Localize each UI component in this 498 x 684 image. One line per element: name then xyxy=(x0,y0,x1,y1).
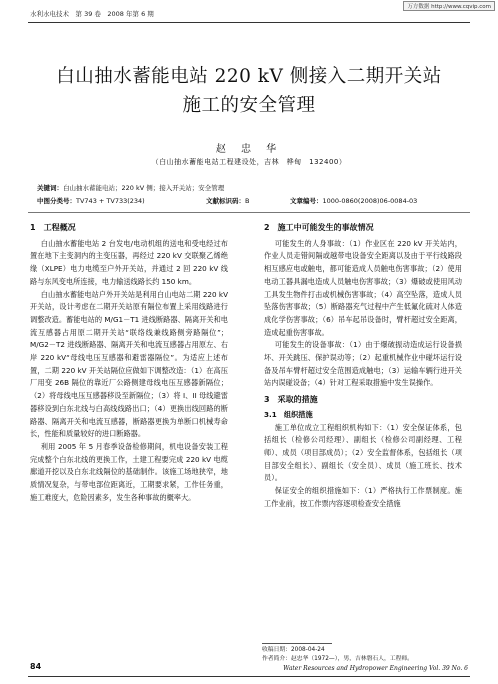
left-column xyxy=(30,222,228,504)
source-stamp: 万方数据 http://www.cqvip.com xyxy=(403,1,495,11)
keywords-text: 白山抽水蓄能电站；220 kV 侧；接入开关站；安全管理 xyxy=(63,184,225,192)
title-line-2: 施工的安全管理 xyxy=(182,95,316,116)
paragraph: 施工单位成立工程组织机构如下：（1）安全保证体系，包括组长（检修公司经理）、副组长（检修公司副经理、工程师）、成员（项目部成员）；（2）安全监督体系，包括组长（项目部安全组长）、副组长（安全员）、成员（施工班长、技术员）。 xyxy=(264,422,462,483)
paragraph: 白山抽水蓄能电站 2 台发电/电动机组的送电和受电经过布置在地下主变洞内的主变压器，再经过 220 kV 交联聚乙烯绝缘（XLPE）电力电缆至户外开关站，并通过 2 回 220 kV 线路与东风变电所连接，电力输送线路长约 150 km。 xyxy=(30,238,228,286)
paragraph: 可能发生的人身事故：（1）作业区在 220 kV 开关站内，作业人员走错间隔或越带电设备安全距离以及由于平行线路段相互感应电或触电，都可能造成人员触电伤害事故；（2）使用电动工器具漏电造成人员触电伤害事故；（3）爆破或使用风动工具发生物件打击或机械伤害事故；（4）高空坠落，造成人员坠落伤害事故；（5）断路器充气过程中产生低氟化硫对人体造成化学伤害事故；（6）吊车起吊设备时，臂杆超过安全距离，造成起重伤害事故。 xyxy=(264,238,462,337)
article-id-value: 1000-0860(2008)06-0084-03 xyxy=(322,197,418,205)
document-code xyxy=(206,196,249,205)
keywords-label: 关键词： xyxy=(37,184,63,192)
section-2-heading: 2 施工中可能发生的事故情况 xyxy=(264,223,374,232)
author-name: 赵 忠 华 xyxy=(215,144,283,155)
running-head: 水利水电技术 第 39 卷 2008 年第 6 期 xyxy=(30,10,154,18)
footnote-received: 收稿日期：2008-04-24 xyxy=(262,647,325,653)
clc-number xyxy=(37,196,145,205)
clc-label: 中图分类号： xyxy=(37,197,76,205)
section-3-1-heading: 3.1 组织措施 xyxy=(264,409,313,419)
paragraph: 白山抽水蓄能电站户外开关站是利用白山电站二期 220 kV 开关站，设计考虑在二期开关站原有隔位布置上采用线路进行调整改造。蓄能电站的 M/G1－T1 进线断路器、隔离开关和电流互感器占用原二期开关站“联络线兼线路侧旁路隔位”；M/G2－T2 进线断路器、隔离开关和电流互感器占用原左、右岸 220 kV“母线电压互感器和避雷器隔位”。为适应上述布置，二期 220 kV 开关站隔位应做如下调整改造：（1）在高压厂用变 26B 隔位的靠近厂公路侧建母线电压互感器新隔位；（2）将母线电压互感器移设至新隔位；（3）将 I、II 母线避雷器移设到白东北线与白高线线路出口；（4）更换出线回路的断路器、隔离开关和电流互感器，断路器更换为单断口机械寿命长，性能和质量较好的进口断路器。 xyxy=(30,289,228,439)
journal-name-english: Water Resources and Hydropower Engineering Vol. 39 No. 6 xyxy=(283,665,468,672)
title-line-1: 白山抽水蓄能电站 220 kV 侧接入二期开关站 xyxy=(56,66,442,87)
doc-code-value: B xyxy=(245,197,250,205)
page-number: 84 xyxy=(30,662,42,671)
section-1-heading: 1 工程概况 xyxy=(30,223,76,232)
paragraph: 利用 2005 年 5 月春季设备检修期间，机电设备安装工程完成整个白东北线的更换工作，土建工程要完成 220 kV 电缆廊道开挖以及白东北线隔位的基础制作。该施工场地狭窄，地质情况复杂，与带电部位距离近，工期要求紧，工作任务重，施工难度大，危险因素多，发生各种事故的概率大。 xyxy=(30,441,228,502)
paragraph: 保证安全的组织措施如下：（1）严格执行工作票制度。施工作业前，按工作票内容逐项检查安全措施 xyxy=(264,486,462,508)
article-id-label: 文章编号： xyxy=(290,197,323,205)
footnote-author-bio: 作者简介：赵忠华（1972—），男，吉林磐石人，工程师。 xyxy=(262,656,413,662)
footnote-rule xyxy=(262,643,332,644)
right-column xyxy=(264,222,462,510)
clc-value: TV743 + TV733(234) xyxy=(76,197,145,205)
header-rule xyxy=(28,22,470,23)
keywords xyxy=(37,183,224,192)
author-affiliation: （白山抽水蓄能电站工程建设处，吉林 桦甸 132400） xyxy=(151,158,347,166)
doc-code-label: 文献标识码： xyxy=(206,197,245,205)
abstract-rule xyxy=(28,212,470,213)
article-id xyxy=(290,196,417,205)
footer-rule xyxy=(28,676,470,677)
section-3-heading: 3 采取的措施 xyxy=(264,395,318,405)
paragraph: 可能发生的设备事故：（1）由于爆破振动造成运行设备损坏、开关跳压、保护误动等；（2）起重机械作业中碰坏运行设备及吊车臂杆超过安全范围造成触电；（3）运输车辆行进开关站内误碰设备；（4）针对工程采取措施中发生误操作。 xyxy=(264,340,462,388)
